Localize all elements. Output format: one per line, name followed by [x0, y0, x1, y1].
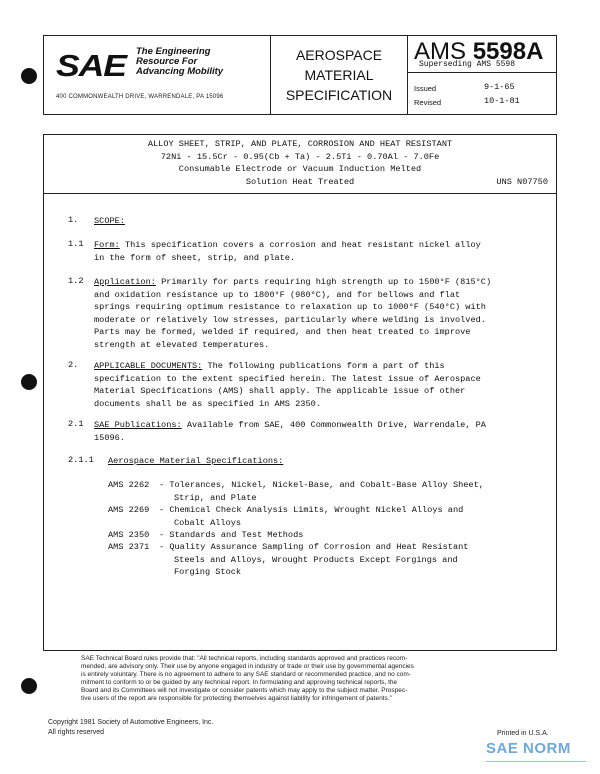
ref-2371-line-1: - Quality Assurance Sampling of Corrosion and Heat Resistant	[159, 542, 469, 552]
section-2-1-number: 2.1	[68, 419, 84, 429]
section-1-2-line-3: springs requiring optimum resistance to relaxation up to 1000°F (540°C) with	[94, 302, 486, 313]
watermark-underline	[486, 761, 586, 762]
section-2-1-text	[94, 419, 554, 444]
spec-line-aerospace: AEROSPACE	[295, 47, 383, 63]
section-2-1-line-1: Available from SAE, 400 Commonwealth Drive, Warrendale, PA	[186, 420, 486, 430]
section-1-2-line-4: moderate or relatively low stresses, particularly where welding is involved.	[94, 314, 486, 325]
section-2-line-4: documents shall be as specified in AMS 2350.	[94, 398, 321, 409]
tagline-line-3: Advancing Mobility	[136, 66, 224, 77]
uns-number: UNS N07750	[496, 177, 548, 187]
copyright-line: Copyright 1981 Society of Automotive Engineers, Inc.	[48, 719, 214, 726]
ref-code-2262: AMS 2262	[108, 480, 150, 490]
copyright-block	[48, 718, 213, 738]
punch-hole-middle	[21, 374, 37, 390]
section-1-2-heading: Application:	[94, 277, 156, 287]
ref-2269-line-1: - Chemical Check Analysis Limits, Wrought Nickel Alloys and	[159, 505, 464, 515]
ref-desc-2350: - Standards and Test Methods	[159, 530, 304, 540]
ref-code-2350: AMS 2350	[108, 530, 150, 540]
ref-2262-line-2: Strip, and Plate	[174, 492, 257, 503]
section-1-1-line-2: in the form of sheet, strip, and plate.	[94, 252, 296, 263]
punch-hole-bottom	[21, 678, 37, 694]
notice-line-2: mended, are advisory only. Their use by anyone engaged in industry or trade or their use by governmental agencies	[81, 663, 414, 670]
issued-label: Issued	[414, 84, 437, 93]
notice-line-5: Board and its Committees will not investigate or consider patents which may apply to the subject matter. Prospec-	[81, 687, 408, 694]
section-1-1-text	[94, 239, 554, 264]
issued-date: 9-1-65	[484, 82, 515, 92]
section-1-1-heading: Form:	[94, 240, 120, 250]
section-2-text	[94, 360, 554, 410]
ref-2371-line-2: Steels and Alloys, Wrought Products Except Forgings and	[174, 554, 458, 565]
ref-desc-2262	[159, 479, 484, 504]
ams-label: AMS	[414, 38, 467, 65]
notice-line-3: is entirely voluntary. There is no agreement to adhere to any SAE standard or recommended practice, and no com-	[81, 671, 411, 678]
ref-desc-2371	[159, 541, 468, 579]
punch-hole-top	[21, 68, 37, 84]
revised-date: 10-1-81	[484, 96, 520, 106]
notice-line-6: tive users of the report are responsible for protecting themselves against liability for infringement of patents."	[81, 695, 392, 702]
publisher-block	[44, 36, 271, 114]
ref-2371-line-3: Forging Stock	[174, 567, 242, 578]
ref-2262-line-1: - Tolerances, Nickel, Nickel-Base, and Cobalt-Base Alloy Sheet,	[159, 480, 484, 490]
document-header	[43, 35, 557, 115]
title-line-1: ALLOY SHEET, STRIP, AND PLATE, CORROSION AND HEAT RESISTANT	[147, 139, 453, 149]
section-2-line-3: Material Specifications (AMS) shall apply. The applicable issue of other	[94, 386, 466, 397]
title-line-4: Solution Heat Treated	[245, 176, 355, 187]
ref-code-2371: AMS 2371	[108, 542, 150, 552]
section-2-1-line-2: 15096.	[94, 432, 125, 443]
section-1-1-line-1: This specification covers a corrosion and heat resistant nickel alloy	[124, 240, 481, 250]
printed-in: Printed in U.S.A.	[497, 730, 549, 737]
rights-reserved: All rights reserved	[48, 729, 105, 736]
material-title	[44, 138, 556, 188]
publisher-address: 400 COMMONWEALTH DRIVE, WARRENDALE, PA 15096	[56, 94, 224, 100]
title-line-2: 72Ni - 15.5Cr - 0.95(Cb + Ta) - 2.5Ti - 0.70Al - 7.0Fe	[160, 151, 440, 162]
section-1-2-line-5: Parts may be formed, welded if required, and then heat treated to improve	[94, 327, 471, 338]
spec-number-block	[408, 36, 556, 114]
header-divider	[408, 72, 556, 73]
section-1-2-line-6: strength at elevated temperatures.	[94, 339, 270, 350]
section-2-1-heading: SAE Publications:	[94, 420, 182, 430]
section-2-line-1: The following publications form a part of this	[207, 361, 445, 371]
sae-norm-watermark: SAE NORM	[486, 740, 571, 757]
title-line-3: Consumable Electrode or Vacuum Induction Melted	[178, 164, 422, 174]
tagline-line-2: Resource For	[136, 56, 198, 67]
notice-line-1: SAE Technical Board rules provide that: "All technical reports, including standards approved and practices recom-	[81, 655, 408, 662]
section-2-line-2: specification to the extent specified herein. The latest issue of Aerospace	[94, 373, 481, 384]
tagline-line-1: The Engineering	[136, 46, 211, 57]
section-1-2-text	[94, 276, 554, 352]
section-2-1-1-heading: Aerospace Material Specifications:	[108, 456, 284, 466]
section-2-1-1-number: 2.1.1	[68, 455, 94, 465]
ams-designation: 5598A	[472, 38, 544, 65]
section-1-number: 1.	[68, 215, 79, 225]
technical-board-notice	[81, 655, 521, 703]
section-1-title: SCOPE:	[94, 216, 125, 226]
superseding-note: Superseding AMS 5598	[419, 60, 516, 69]
section-2-heading: APPLICABLE DOCUMENTS:	[94, 361, 203, 371]
section-1-2-line-1: Primarily for parts requiring high strength up to 1500°F (815°C)	[161, 277, 492, 287]
ref-desc-2269	[159, 504, 463, 529]
ref-code-2269: AMS 2269	[108, 505, 150, 515]
document-body	[43, 134, 557, 651]
spec-type-block	[271, 36, 408, 114]
spec-line-specification: SPECIFICATION	[285, 87, 393, 103]
ref-2269-line-2: Cobalt Alloys	[174, 517, 242, 528]
section-2-number: 2.	[68, 360, 79, 370]
title-divider	[44, 193, 556, 194]
section-1-2-number: 1.2	[68, 276, 84, 286]
sae-logo: SAE	[56, 48, 126, 83]
spec-line-material: MATERIAL	[304, 67, 374, 83]
section-1-1-number: 1.1	[68, 239, 84, 249]
notice-line-4: mitment to conform to or be guided by any technical report. In formulating and approving technical reports, the	[81, 679, 398, 686]
revised-label: Revised	[414, 98, 442, 107]
section-1-2-line-2: and oxidation resistance up to 1800°F (980°C), and for bellows and flat	[94, 289, 461, 300]
